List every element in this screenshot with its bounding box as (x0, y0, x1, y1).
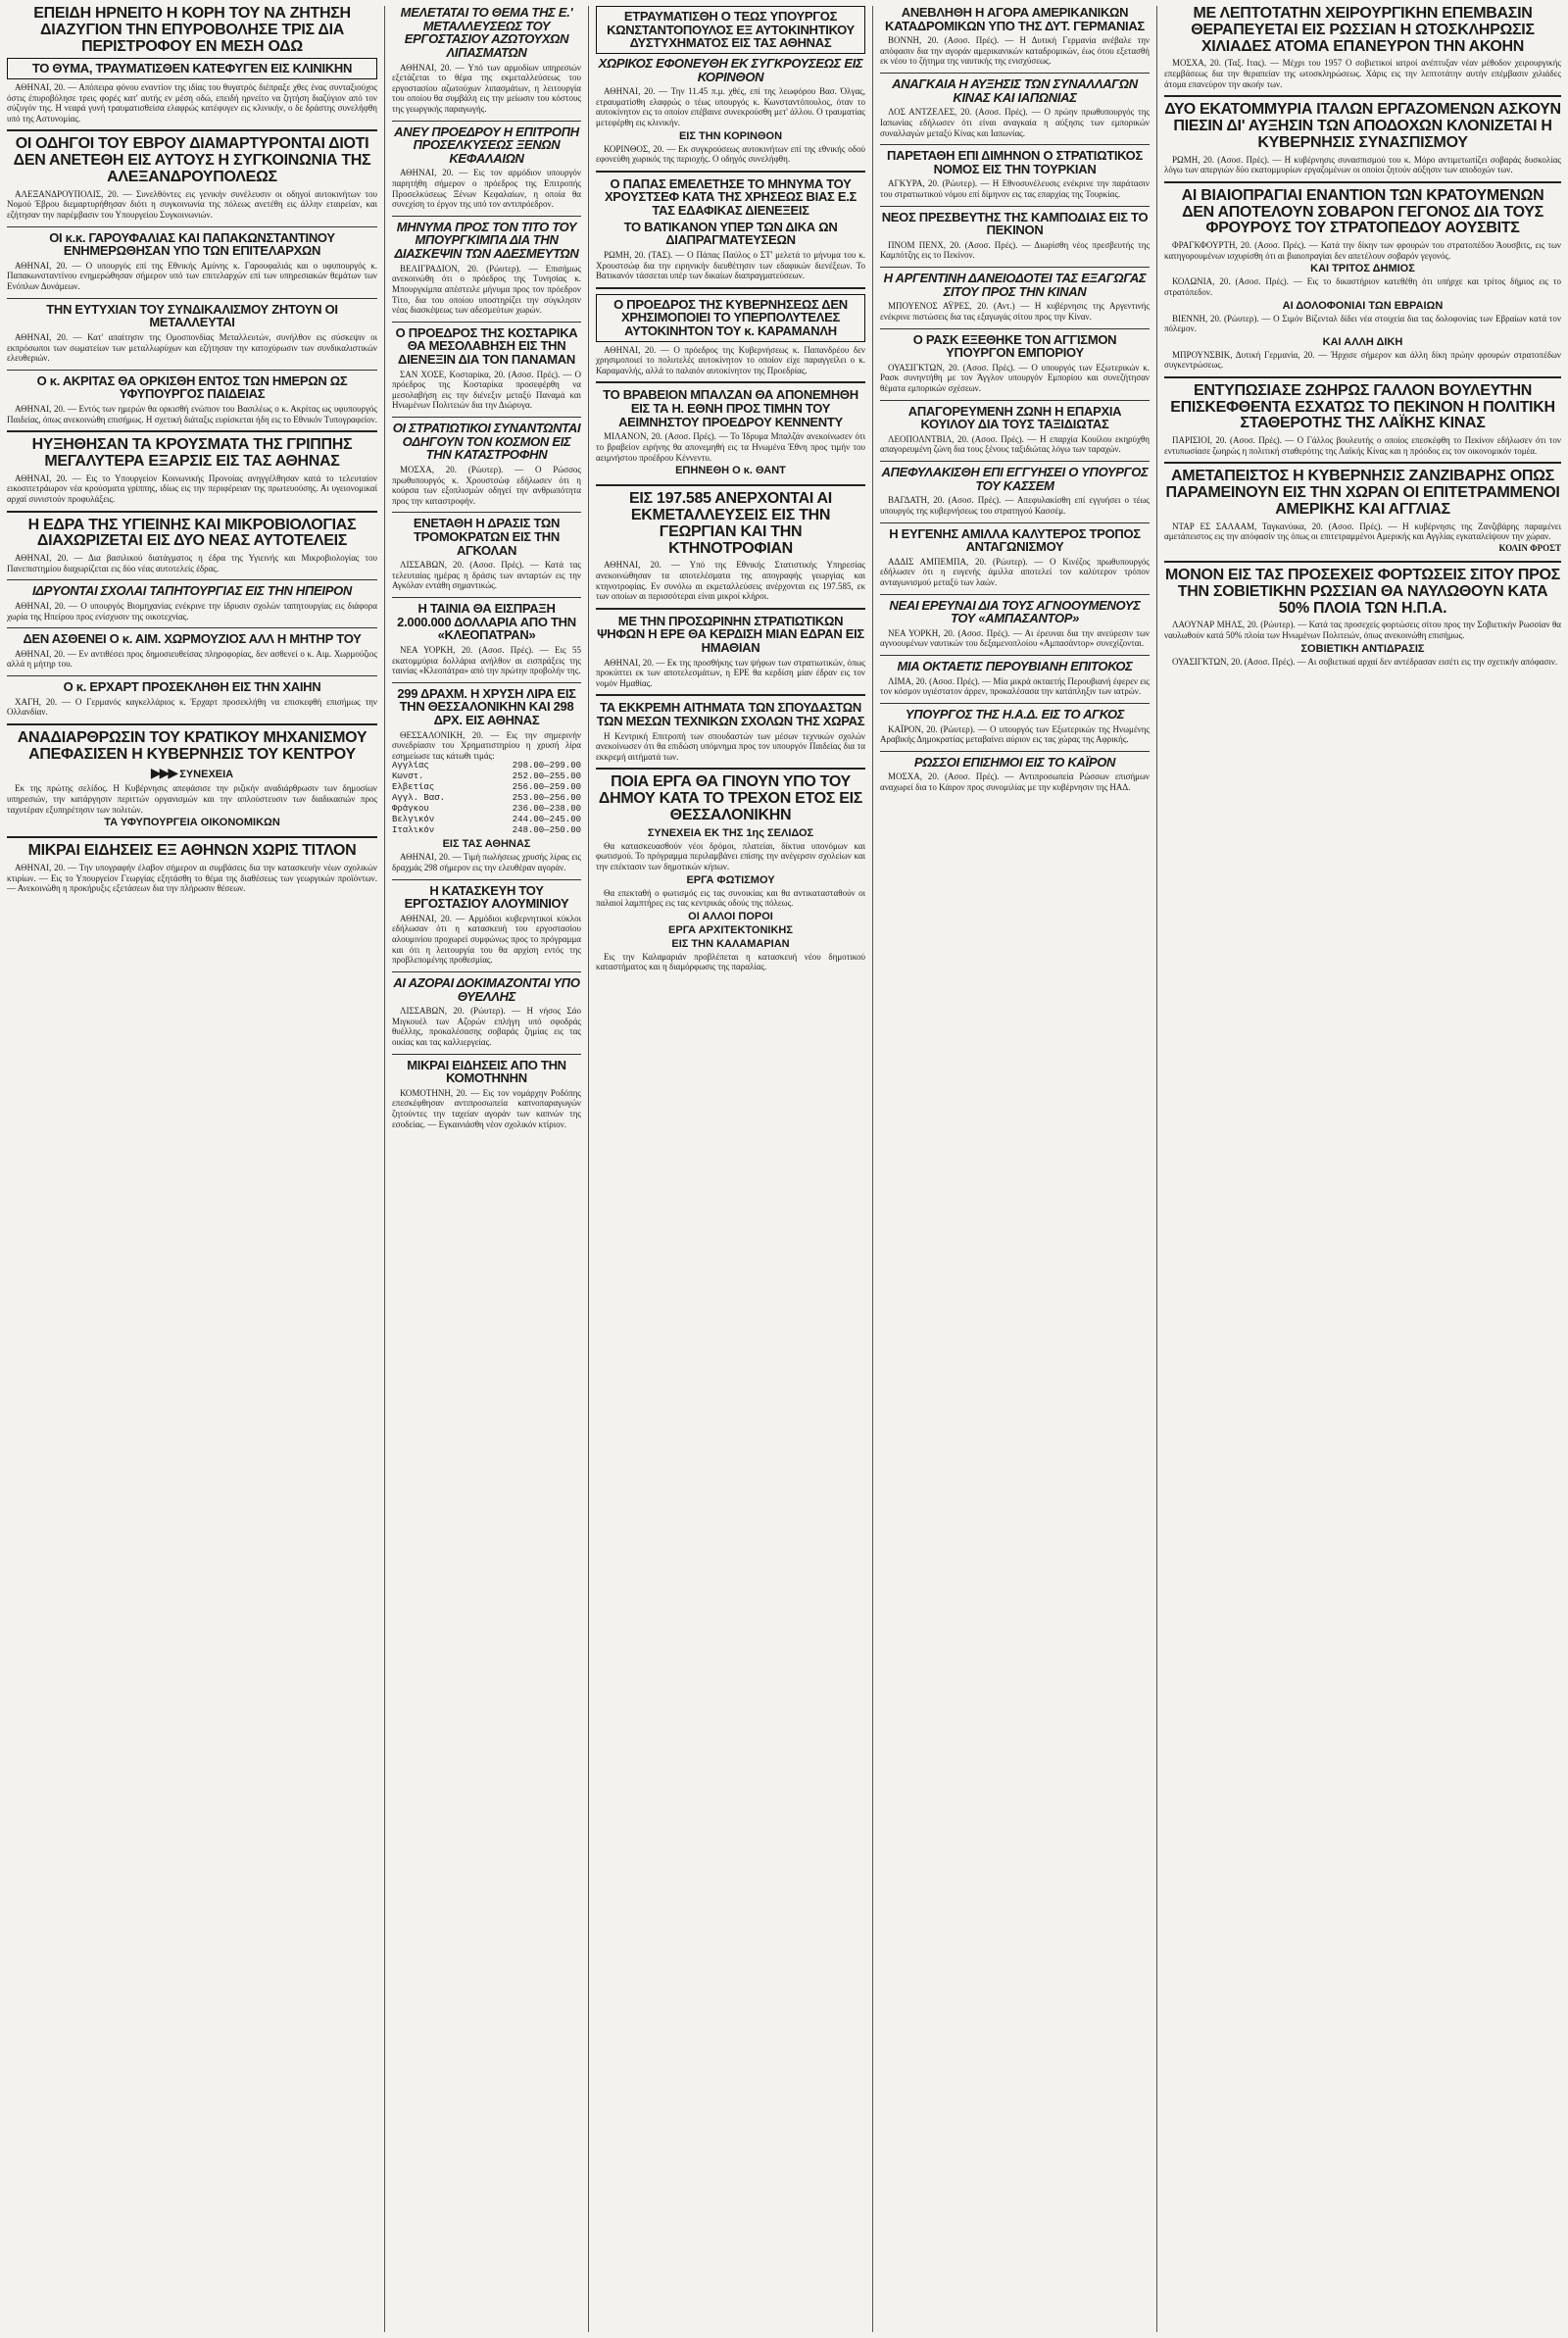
article-aluminium (392, 884, 581, 966)
divider (7, 370, 377, 371)
headline: ΜΙΑ ΟΚΤΑΕΤΙΣ ΠΕΡΟΥΒΙΑΝΗ ΕΠΙΤΟΚΟΣ (897, 660, 1133, 674)
divider (392, 121, 581, 122)
continuation-label (7, 766, 377, 781)
subheading: ΕΙΣ ΤΗΝ ΚΟΡΙΝΘΟΝ (678, 129, 783, 142)
article-ambassador (880, 599, 1150, 649)
article-body: ΠΑΡΙΣΙΟΙ, 20. (Ασοσ. Πρές). — Ο Γάλλος βουλευτής ο οποίος επεσκέφθη το Πεκίνον εδήλωσεν ότι τον εντυπωσίασε ζωηρώς η πολιτική σταθερότης της Λαϊκής Κίνας και η πρόοδος εις τον οικονομικόν τομέα. (1164, 435, 1561, 456)
headline: ΔΥΟ ΕΚΑΤΟΜΜΥΡΙΑ ΙΤΑΛΩΝ ΕΡΓΑΖΟΜΕΝΩΝ ΑΣΚΟΥΝ ΠΙΕΣΙΝ ΔΙ' ΑΥΞΗΣΙΝ ΤΩΝ ΑΠΟΔΟΧΩΝ ΚΛΟΝΙΖΕΤΑΙ Η ΚΥΒΕΡΝΗΣΙΣ ΣΥΝΑΣΠΙΣΜΟΥ (1164, 102, 1561, 151)
divider (7, 627, 377, 628)
price-name: Βελγικόν (392, 815, 435, 825)
author-signature: ΚΟΛΙΝ ΦΡΟΣΤ (1498, 543, 1561, 554)
subheading: ΣΟΒΙΕΤΙΚΗ ΑΝΤΙΔΡΑΣΙΣ (1300, 642, 1425, 655)
divider (1164, 462, 1561, 464)
article-body: ΘΕΣΣΑΛΟΝΙΚΗ, 20. — Εις την σημερινήν συνεδρίασιν του Χρηματιστηρίου η χρυσή λίρα εσημείωσε τας κάτωθι τιμάς: (392, 729, 581, 761)
price-name: Φράγκου (392, 804, 429, 815)
article-chormouzios (7, 632, 377, 670)
article-body: ΣΑΝ ΧΟΣΕ, Κοσταρίκα, 20. (Ασοσ. Πρές). — Ο πρόεδρος της Κοσταρίκα προσεφέρθη να μεσολαβήση εις την διένεξιν μεταξύ Παναμά και Ηνωμένων Πολιτειών δια την Διώρυγα. (392, 369, 581, 411)
divider (7, 430, 377, 432)
article-body: ΑΘΗΝΑΙ, 20. — Κατ' απαίτησιν της Ομοσπονδίας Μεταλλευτών, συνήλθον εις σύσκεψιν οι εκπρόσωποι των σωματείων των μεταλλωρύχων και εζήτησαν την κατοχύρωσιν των συνδικαλιστικών ελευθεριών. (7, 331, 377, 364)
article-body: ΑΘΗΝΑΙ, 20. — Εις το Υπουργείον Κοινωνικής Προνοίας ανηγγέλθησαν κατά το τελευταίον εικοσιτετράωρον νέα κρούσματα γρίππης, ιδίως εις την περιφέρειαν της πρωτευούσης. Αι υγειονομικαί αρχαί συνιστούν προφυλάξεις. (7, 473, 377, 504)
headline: Ο ΠΡΟΕΔΡΟΣ ΤΗΣ ΚΥΒΕΡΝΗΣΕΩΣ ΔΕΝ ΧΡΗΣΙΜΟΠΟΙΕΙ ΤΟ ΥΠΕΡΠΟΛΥΤΕΛΕΣ ΑΥΤΟΚΙΝΗΤΟΝ ΤΟΥ κ. ΚΑΡΑΜΑΝΛΗ (596, 294, 865, 342)
article-uar-minister (880, 708, 1150, 745)
price-value: 252.00—255.00 (512, 771, 581, 782)
subheading: ΤΑ ΥΦΥΠΟΥΡΓΕΙΑ ΟΙΚΟΝΟΜΙΚΩΝ (104, 817, 280, 829)
article-body: ΜΟΣΧΑ, 20. (Ταξ. Ιτας). — Μέχρι του 1957 Ο σοβιετικοί ιατροί ανέπτυξαν νέαν μέθοδον χειρουργικής επεμβάσεως δια την θεραπείαν της ωτοσκληρώσεως. Χάρις εις την λεπτοτάτην αυτήν επέμβασιν χιλιάδες άτομα επανεύρον την ακοήν των. (1164, 58, 1561, 89)
divider (596, 484, 865, 486)
headline: Η ΚΑΤΑΣΚΕΥΗ ΤΟΥ ΕΡΓΟΣΤΑΣΙΟΥ ΑΛΟΥΜΙΝΙΟΥ (404, 883, 569, 912)
price-name: Ελβετίας (392, 782, 435, 793)
article-competition (880, 527, 1150, 588)
article-body: ΒΑΓΔΑΤΗ, 20. (Ασοσ. Πρές). — Απεφυλακίσθη επί εγγυήσει ο τέως υπουργός της κυβερνήσεως του στρατηγού Κασσέμ. (880, 495, 1150, 516)
divider (880, 267, 1150, 268)
headline: Ο ΠΡΟΕΔΡΟΣ ΤΗΣ ΚΟΣΤΑΡΙΚΑ ΘΑ ΜΕΣΟΛΑΒΗΣΗ ΕΙΣ ΤΗΝ ΔΙΕΝΕΞΙΝ ΔΙΑ ΤΟΝ ΠΑΝΑΜΑΝ (395, 325, 578, 367)
headline: ΥΠΟΥΡΓΟΣ ΤΗΣ Η.Α.Δ. ΕΙΣ ΤΟ ΑΓΚΟΣ (905, 707, 1125, 721)
article-body: ΛΙΜΑ, 20. (Ασοσ. Πρές). — Μία μικρά οκταετής Περουβιανή έφερεν εις τον κόσμον υγιέστατον άρρεν, προκαλέσασα την κατάπληξιν των ιατρών. (880, 675, 1150, 697)
price-value: 244.00—245.00 (512, 815, 581, 825)
price-value: 248.00—250.00 (512, 825, 581, 836)
subheadline: ΤΟ ΒΑΤΙΚΑΝΟΝ ΥΠΕΡ ΤΩΝ ΔΙΚΑ ΩΝ ΔΙΑΠΡΑΓΜΑΤΕΥΣΕΩΝ (623, 219, 838, 248)
divider (880, 206, 1150, 207)
article-thessaloniki-works (596, 774, 865, 972)
price-row (392, 825, 581, 836)
headline: ΑΝΑΓΚΑΙΑ Η ΑΥΞΗΣΙΣ ΤΩΝ ΣΥΝΑΛΛΑΓΩΝ ΚΙΝΑΣ ΚΑΙ ΙΑΠΩΝΙΑΣ (892, 77, 1138, 105)
article-angola (392, 517, 581, 591)
subheading: ΕΙΣ ΤΑΣ ΑΘΗΝΑΣ (442, 838, 531, 851)
article-body: ΑΘΗΝΑΙ, 20. — Υπό της Εθνικής Στατιστικής Υπηρεσίας ανεκοινώθησαν τα αποτελέσματα της απογραφής γεωργίας και κτηνοτροφίας. Εν συνόλω αι εκμεταλλεύσεις ανέρχονται εις 197.585, εκ των οποίων αι περισσότεραι είναι μικροί κλήροι. (596, 560, 865, 602)
subheading: ΕΡΓΑ ΦΩΤΙΣΜΟΥ (686, 873, 775, 886)
article-garoufalias (7, 231, 377, 292)
continuation-text: ΣΥΝΕΧΕΙΑ (179, 769, 234, 781)
subheadline: ΧΩΡΙΚΟΣ ΕΦΟΝΕΥΘΗ ΕΚ ΣΥΓΚΡΟΥΣΕΩΣ ΕΙΣ ΚΟΡΙΝΘΟΝ (598, 55, 863, 84)
headline: Ο ΠΑΠΑΣ ΕΜΕΛΕΤΗΣΕ ΤΟ ΜΗΝΥΜΑ ΤΟΥ ΧΡΟΥΣΤΣΕΦ ΚΑΤΑ ΤΗΣ ΧΡΗΣΕΩΣ ΒΙΑΣ Ε.Σ ΤΑΣ ΕΔΑΦΙΚΑΣ ΔΙΕΝΕΞΕΙΣ (604, 176, 858, 219)
divider (880, 73, 1150, 74)
article-body: ΑΘΗΝΑΙ, 20. — Εκ της προσθήκης των ψήφων των στρατιωτικών, όπως προκύπτει εκ των αποτελεσμάτων, η ΕΡΕ θα κερδίση μίαν έδραν εις τον νομόν Ημαθίας. (596, 657, 865, 688)
article-shooting (7, 6, 377, 124)
divider (880, 594, 1150, 595)
article-agriculture (596, 491, 865, 602)
article-otosclerosis (1164, 6, 1561, 89)
headline: ΑΙ ΒΙΑΙΟΠΡΑΓΙΑΙ ΕΝΑΝΤΙΟΝ ΤΩΝ ΚΡΑΤΟΥΜΕΝΩΝ ΔΕΝ ΑΠΟΤΕΛΟΥΝ ΣΟΒΑΡΟΝ ΓΕΓΟΝΟΣ ΔΙΑ ΤΟΥΣ ΦΡΟΥΡΟΥΣ ΤΟΥ ΣΤΡΑΤΟΠΕΔΟΥ ΑΟΥΣΒΙΤΣ (1181, 187, 1544, 237)
article-body: ΑΛΕΞΑΝΔΡΟΥΠΟΛΙΣ, 20. — Συνελθόντες εις γενικήν συνέλευσιν οι οδηγοί αυτοκινήτων του Νομού Έβρου διεμαρτυρήθησαν διότι η συγκοινωνία της πόλεως ανετέθη εις άλλην εταιρείαν, και εζήτησαν την παρέμβασιν του Υπουργείου Συγκοινωνιών. (7, 188, 377, 220)
article-body: Εκ της πρώτης σελίδος. Η Κυβέρνησις απεφάσισε την ριζικήν αναδιάρθρωσιν των δημοσίων υπηρεσιών, την κατάργησιν περιττών οργανισμών και την απλούστευσιν των διαδικασιών προς ταχυτέραν εξυπηρέτησιν των πολιτών. (7, 783, 377, 815)
headline: Ο ΡΑΣΚ ΕΞΕΘΗΚΕ ΤΟΝ ΑΓΓΙΣΜΟΝ ΥΠΟΥΡΓΟΝ ΕΜΠΟΡΙΟΥ (912, 332, 1117, 361)
headline: ΟΙ κ.κ. ΓΑΡΟΥΦΑΛΙΑΣ ΚΑΙ ΠΑΠΑΚΩΝΣΤΑΝΤΙΝΟΥ ΕΝΗΜΕΡΩΘΗΣΑΝ ΥΠΟ ΤΩΝ ΕΠΙΤΕΛΑΡΧΩΝ (49, 230, 335, 259)
article-cleopatra (392, 602, 581, 676)
headline: Η ΕΔΡΑ ΤΗΣ ΥΓΙΕΙΝΗΣ ΚΑΙ ΜΙΚΡΟΒΙΟΛΟΓΙΑΣ ΔΙΑΧΩΡΙΖΕΤΑΙ ΕΙΣ ΔΥΟ ΝΕΑΣ ΑΥΤΟΤΕΛΕΙΣ (27, 517, 357, 550)
article-body: Η Κεντρική Επιτροπή των σπουδαστών των μέσων τεχνικών σχολών ανεκοίνωσεν ότι θα επιδώση υπόμνημα προς τον υπουργόν Παιδείας δια τα εκκρεμή αιτήματά των. (596, 730, 865, 762)
article-state-reform (7, 730, 377, 830)
headline: ΑΠΑΓΟΡΕΥΜΕΝΗ ΖΩΝΗ Η ΕΠΑΡΧΙΑ ΚΟΥΙΛΟΥ ΔΙΑ ΤΟΥΣ ΤΑΞΙΔΙΩΤΑΣ (907, 404, 1122, 432)
headline: ΡΩΣΣΟΙ ΕΠΙΣΗΜΟΙ ΕΙΣ ΤΟ ΚΑΪΡΟΝ (913, 755, 1116, 770)
price-value: 256.00—259.00 (512, 782, 581, 793)
headline: Ο κ. ΕΡΧΑΡΤ ΠΡΟΣΕΚΛΗΘΗ ΕΙΣ ΤΗΝ ΧΑΙΗΝ (63, 679, 321, 694)
headline: Η ΤΑΙΝΙΑ ΘΑ ΕΙΣΠΡΑΞΗ 2.000.000 ΔΟΛΛΑΡΙΑ ΑΠΟ ΤΗΝ «ΚΛΕΟΠΑΤΡΑΝ» (397, 602, 576, 643)
column-3 (589, 0, 872, 2338)
headline: Ο κ. ΑΚΡΙΤΑΣ ΘΑ ΟΡΚΙΣΘΗ ΕΝΤΟΣ ΤΩΝ ΗΜΕΡΩΝ ΩΣ ΥΦΥΠΟΥΡΓΟΣ ΠΑΙΔΕΙΑΣ (36, 373, 348, 402)
headline: ΕΝΕΤΑΘΗ Η ΔΡΑΣΙΣ ΤΩΝ ΤΡΟΜΟΚΡΑΤΩΝ ΕΙΣ ΤΗΝ ΑΓΚΟΛΑΝ (413, 517, 561, 558)
article-kwilu (880, 405, 1150, 455)
price-row (392, 804, 581, 815)
article-body: ΡΩΜΗ, 20. (Ασοσ. Πρές). — Η κυβέρνησις συνασπισμού του κ. Μόρο αντιμετωπίζει σοβαράς δυσκολίας λόγω των απεργιών δύο εκατομμυρίων εργαζομένων οι οποίοι ζητούν αύξησιν των αποδοχών των. (1164, 154, 1561, 175)
article-body: ΑΘΗΝΑΙ, 20. — Αρμόδιοι κυβερνητικοί κύκλοι εδήλωσαν ότι η κατασκευή του εργοστασίου αλουμινίου προχωρεί συμφώνως προς το πρόγραμμα και ότι η λειτουργία του θα αρχίση εντός της προβλεπομένης προθεσμίας. (392, 913, 581, 966)
article-body: ΑΘΗΝΑΙ, 20. — Υπό των αρμοδίων υπηρεσιών εξετάζεται το θέμα της εκμεταλλεύσεως του εργοστασίου αζωτούχων λιπασμάτων, η λειτουργία του οποίου θα συμβάλη εις την μείωσιν του κόστους της γεωργικής παραγωγής. (392, 62, 581, 114)
divider (7, 836, 377, 838)
divider (1164, 376, 1561, 378)
article-body: ΑΘΗΝΑΙ, 20. — Εις τον αρμόδιον υπουργόν παρητήθη σήμερον ο πρόεδρος της Επιτροπής Προσελκύσεως Ξένων Κεφαλαίων, η οποία θα συνεχίση το έργον της υπό τον αντιπρόεδρον. (392, 168, 581, 210)
headline: ΕΠΕΙΔΗ ΗΡΝΕΙΤΟ Η ΚΟΡΗ ΤΟΥ ΝΑ ΖΗΤΗΣΗ ΔΙΑΖΥΓΙΟΝ ΤΗΝ ΕΠΥΡΟΒΟΛΗΣΕ ΤΡΙΣ ΔΙΑ ΠΕΡΙΣΤΡΟΦΟΥ ΕΝ ΜΕΣΗ ΟΔΩ (33, 6, 351, 55)
price-name: Αγγλ. Βασ. (392, 793, 446, 804)
article-body: ΟΥΑΣΙΓΚΤΩΝ, 20. (Ασοσ. Πρές). — Ο υπουργός των Εξωτερικών κ. Ρασκ συνηντήθη με τον Άγγλον υπουργόν Εμπορίου και συνεζήτησαν θέματα εμπορικών σχέσεων. (880, 362, 1150, 393)
article-body: ΝΤΑΡ ΕΣ ΣΑΛΑΑΜ, Ταγκανύικα, 20. (Ασοσ. Πρές). — Η κυβέρνησις της Ζανζιβάρης παραμένει αμετάπειστος εις την απόφασίν της όπως οι επιτετραμμένοι Αμερικής και Αγγλίας εγκαταλείψουν την χώραν. (1164, 521, 1561, 542)
headline: ΜΗΝΥΜΑ ΠΡΟΣ ΤΟΝ ΤΙΤΟ ΤΟΥ ΜΠΟΥΡΓΚΙΜΠΑ ΔΙΑ ΤΗΝ ΔΙΑΣΚΕΨΙΝ ΤΩΝ ΑΔΕΣΜΕΥΤΩΝ (394, 220, 579, 262)
article-body: ΑΓΚΥΡΑ, 20. (Ρώυτερ). — Η Εθνοσυνέλευσις ενέκρινε την παράτασιν του στρατιωτικού νόμου επί δίμηνον εις τας επαρχίας της Τουρκίας. (880, 178, 1150, 199)
article-rusk (880, 333, 1150, 394)
headline: ΔΕΝ ΑΣΘΕΝΕΙ Ο κ. ΑΙΜ. ΧΩΡΜΟΥΖΙΟΣ ΑΛΛ Η ΜΗΤΗΡ ΤΟΥ (23, 632, 362, 647)
article-miners (7, 303, 377, 364)
divider (1164, 95, 1561, 97)
price-name: Ιταλικόν (392, 825, 435, 836)
article-body: ΒΕΛΙΓΡΑΔΙΟΝ, 20. (Ρώυτερ). — Επισήμως ανεκοινώθη ότι ο πρόεδρος της Τυνησίας κ. Μπουργκίμπα απέστειλε μήνυμα προς τον πρόεδρον Τίτο, δια του οποίου υποστηρίζει την σύγκλησιν νέας διασκέψεως των αδεσμεύτων χωρών. (392, 263, 581, 316)
article-azores (392, 976, 581, 1048)
article-body: ΜΟΣΧΑ, 20. (Ασοσ. Πρές). — Αντιπροσωπεία Ρώσσων επισήμων αναχωρεί δια το Κάιρον προς συνομιλίας με την κυβέρνησιν της ΗΑΔ. (880, 771, 1150, 792)
article-hygiene-chair (7, 518, 377, 574)
column-1 (0, 0, 384, 2338)
article-evros-drivers (7, 136, 377, 220)
price-row (392, 771, 581, 782)
divider (880, 144, 1150, 145)
headline: ΑΙ ΑΖΟΡΑΙ ΔΟΚΙΜΑΖΟΝΤΑΙ ΥΠΟ ΘΥΕΛΛΗΣ (393, 975, 580, 1004)
column-5 (1157, 0, 1568, 2338)
article-body: ΑΘΗΝΑΙ, 20. — Δια βασιλικού διατάγματος η έδρα της Υγιεινής και Μικροβιολογίας του Πανεπιστημίου διαχωρίζεται εις δύο νέας αυτοτελείς έδρας. (7, 553, 377, 573)
headline: ΜΕΛΕΤΑΤΑΙ ΤΟ ΘΕΜΑ ΤΗΣ Ε.' ΜΕΤΑΛΛΕΥΣΕΩΣ ΤΟΥ ΕΡΓΟΣΤΑΣΙΟΥ ΑΖΩΤΟΥΧΩΝ ΛΙΠΑΣΜΑΤΩΝ (400, 6, 573, 60)
divider (880, 703, 1150, 704)
article-body: ΜΟΣΧΑ, 20. (Ρώυτερ). — Ο Ρώσσος πρωθυπουργός κ. Χρουστσώφ εδήλωσεν ότι η κούρσα των εξοπλισμών οδηγεί την ανθρωπότητα προς την καταστροφήν. (392, 464, 581, 506)
article-kassem (880, 466, 1150, 516)
divider (392, 216, 581, 217)
article-italian-workers (1164, 102, 1561, 175)
price-list (392, 761, 581, 836)
headline: ΜΟΝΟΝ ΕΙΣ ΤΑΣ ΠΡΟΣΕΧΕΙΣ ΦΟΡΤΩΣΕΙΣ ΣΙΤΟΥ ΠΡΟΣ ΤΗΝ ΣΟΒΙΕΤΙΚΗΝ ΡΩΣΣΙΑΝ ΘΑ ΝΑΥΛΩΘΟΥΝ ΚΑΤΑ 50% ΠΛΟΙΑ ΤΩΝ Η.Π.Α. (1165, 568, 1560, 617)
article-erhard (7, 680, 377, 718)
article-china-japan (880, 77, 1150, 138)
article-argentina (880, 272, 1150, 322)
price-value: 236.00—238.00 (512, 804, 581, 815)
divider (7, 226, 377, 227)
price-value: 298.00—299.00 (512, 761, 581, 771)
column-2 (385, 0, 588, 2338)
headline: Η ΕΥΓΕΝΗΣ ΑΜΙΛΛΑ ΚΑΛΥΤΕΡΟΣ ΤΡΟΠΟΣ ΑΝΤΑΓΩΝΙΣΜΟΥ (889, 526, 1141, 555)
headline: ΟΙ ΟΔΗΓΟΙ ΤΟΥ ΕΒΡΟΥ ΔΙΑΜΑΡΤΥΡΟΝΤΑΙ ΔΙΟΤΙ ΔΕΝ ΑΝΕΤΕΘΗ ΕΙΣ ΑΥΤΟΥΣ Η ΣΥΓΚΟΙΝΩΝΙΑ ΤΗΣ ΑΛΕΞΑΝΔΡΟΥΠΟΛΕΩΣ (13, 136, 371, 185)
column-4 (873, 0, 1156, 2338)
article-fertilizer (392, 6, 581, 115)
divider (880, 400, 1150, 401)
article-russians-cairo (880, 756, 1150, 793)
divider (880, 655, 1150, 656)
headline: ΤΗΝ ΕΥΤΥΧΙΑΝ ΤΟΥ ΣΥΝΔΙΚΑΛΙΣΜΟΥ ΖΗΤΟΥΝ ΟΙ ΜΕΤΑΛΛΕΥΤΑΙ (46, 302, 338, 330)
divider (596, 171, 865, 173)
divider (880, 522, 1150, 523)
article-west-germany (880, 6, 1150, 67)
headline: ΝΕΑΙ ΕΡΕΥΝΑΙ ΔΙΑ ΤΟΥΣ ΑΓΝΟΟΥΜΕΝΟΥΣ ΤΟΥ «ΑΜΠΑΣΑΝΤΟΡ» (889, 598, 1141, 626)
headline: ΑΝΕΥ ΠΡΟΕΔΡΟΥ Η ΕΠΙΤΡΟΠΗ ΠΡΟΣΕΛΚΥΣΕΩΣ ΞΕΝΩΝ ΚΕΦΑΛΑΙΩΝ (394, 124, 579, 166)
article-french-deputy (1164, 383, 1561, 457)
article-military-votes (596, 615, 865, 689)
article-body: ΛΟΣ ΑΝΤΖΕΛΕΣ, 20. (Ασοσ. Πρές). — Ο πρώην πρωθυπουργός της Ιαπωνίας εδήλωσεν ότι είναι αναγκαία η αύξησις των εμπορικών συναλλαγών μεταξύ Κίνας και Ιαπωνίας. (880, 107, 1150, 138)
divider (596, 768, 865, 770)
article-body: ΧΑΓΗ, 20. — Ο Γερμανός καγκελλάριος κ. Έρχαρτ προσεκλήθη να επισκεφθή επισήμως την Ολλανδίαν. (7, 696, 377, 718)
headline: ΝΕΟΣ ΠΡΕΣΒΕΥΤΗΣ ΤΗΣ ΚΑΜΠΟΔΙΑΣ ΕΙΣ ΤΟ ΠΕΚΙΝΟΝ (881, 210, 1149, 238)
article-body: ΑΘΗΝΑΙ, 20. — Ο υπουργός Βιομηχανίας ενέκρινε την ίδρυσιν σχολών ταπητουργίας εις διάφορα χωρία της Ηπείρου προς ενίσχυσιν της οικοτεχνίας. (7, 600, 377, 622)
arrow-icon: ▶▶▶ (150, 766, 177, 782)
article-auschwitz (1164, 188, 1561, 371)
article-body: ΚΟΡΙΝΘΟΣ, 20. — Εκ συγκρούσεως αυτοκινήτων επί της εθνικής οδού εφονεύθη χωρικός της περιοχής. Ο οδηγός συνελήφθη. (596, 143, 865, 165)
article-carpet-schools (7, 584, 377, 622)
divider (7, 675, 377, 676)
article-body: ΑΘΗΝΑΙ, 20. — Ο πρόεδρος της Κυβερνήσεως κ. Παπανδρέου δεν χρησιμοποιεί το πολυτελές αυτοκίνητον το οποίον είχε παραγγείλει ο κ. Καραμανλής, αλλά το παλαιόν αυτοκίνητον της Προεδρίας. (596, 344, 865, 375)
price-row (392, 815, 581, 825)
article-body: ΦΡΑΓΚΦΟΥΡΤΗ, 20. (Ασοσ. Πρές). — Κατά την δίκην των φρουρών του στρατοπέδου Άουσβιτς, εις των κατηγορουμένων ισχυρίσθη ότι αι βιαιοπραγίαι δεν απετέλουν σοβαρόν γεγονός. (1164, 240, 1561, 261)
article-body: ΒΙΕΝΝΗ, 20. (Ρώυτερ). — Ο Σιμόν Βίζενταλ δίδει νέα στοιχεία δια τας δολοφονίας των Εβραίων κατά τον πόλεμον. (1164, 313, 1561, 334)
divider (392, 682, 581, 683)
article-athens-news (7, 843, 377, 894)
article-body: ΡΩΜΗ, 20. (ΤΑΣ). — Ο Πάπας Παύλος ο ΣΤ' μελετά το μήνυμα του κ. Χρουστσώφ δια την ειρηνικήν διευθέτησιν των εδαφικών διενέξεων. Το Βατικανόν τάσσεται υπέρ των δικαίων διαπραγματεύσεων. (596, 249, 865, 281)
price-row (392, 761, 581, 771)
headline: ΠΑΡΕΤΑΘΗ ΕΠΙ ΔΙΜΗΝΟΝ Ο ΣΤΡΑΤΙΩΤΙΚΟΣ ΝΟΜΟΣ ΕΙΣ ΤΗΝ ΤΟΥΡΚΙΑΝ (887, 149, 1143, 176)
article-wheat-shipments (1164, 568, 1561, 667)
headline: ΙΔΡΥΟΝΤΑΙ ΣΧΟΛΑΙ ΤΑΠΗΤΟΥΡΓΙΑΣ ΕΙΣ ΤΗΝ ΗΠΕΙΡΟΝ (31, 584, 353, 599)
subheading: ΟΙ ΑΛΛΟΙ ΠΟΡΟΙ (688, 910, 773, 922)
price-name: Κωνστ. (392, 771, 424, 782)
article-body: ΝΕΑ ΥΟΡΚΗ, 20. (Ασοσ. Πρές). — Εις 55 εκατομμύρια δολλάρια ανήλθον αι εισπράξεις της ταινίας «Κλεοπάτρα» από την πρώτην προβολήν της. (392, 644, 581, 676)
article-costa-rica (392, 326, 581, 411)
headline: ΜΙΚΡΑΙ ΕΙΔΗΣΕΙΣ ΑΠΟ ΤΗΝ ΚΟΜΟΤΗΝΗΝ (407, 1058, 566, 1086)
subheading: ΚΑΙ ΤΡΙΤΟΣ ΔΗΜΙΟΣ (1310, 263, 1415, 275)
divider (7, 298, 377, 299)
price-row (392, 793, 581, 804)
divider (7, 723, 377, 725)
article-body: ΛΙΣΣΑΒΩΝ, 20. (Ρώυτερ). — Η νήσος Σάο Μιγκουέλ των Αζορών επλήγη υπό σφοδράς θυέλλης, προκαλέσασης σοβαράς ζημίας εις τας οικίας και τας καλλιεργείας. (392, 1006, 581, 1047)
article-body: ΑΘΗΝΑΙ, 20. — Εντός των ημερών θα ορκισθή ενώπιον του Βασιλέως ο κ. Ακρίτας ως υφυπουργός Παιδείας, όπως ανεκοινώθη επισήμως. Η σχετική διάταξις ευρίσκεται ήδη εις το Εθνικόν Τυπογραφείον. (7, 403, 377, 424)
article-body: ΑΔΔΙΣ ΑΜΠΕΜΠΑ, 20. (Ρώυτερ). — Ο Κινέζος πρωθυπουργός εδήλωσεν ότι η ευγενής άμιλλα αποτελεί τον καλύτερον τρόπον ανταγωνισμού μεταξύ των λαών. (880, 556, 1150, 587)
article-body: ΛΙΣΣΑΒΩΝ, 20. (Ασοσ. Πρές). — Κατά τας τελευταίας ημέρας η δράσις των ανταρτών εις την Αγκόλαν εντάθη σημαντικώς. (392, 560, 581, 591)
article-body: ΝΕΑ ΥΟΡΚΗ, 20. (Ασοσ. Πρές). — Αι έρευναι δια την ανεύρεσιν των αγνοουμένων ναυτικών του δεξαμενοπλοίου «Αμπασάντορ» συνεχίζονται. (880, 627, 1150, 649)
divider (7, 579, 377, 580)
article-body: Εις την Καλαμαριάν προβλέπεται η κατασκευή νέου δημοτικού καταστήματος και η διαμόρφωσις της παραλίας. (596, 951, 865, 972)
divider (392, 597, 581, 598)
article-body: ΜΙΛΑΝΟΝ, 20. (Ασοσ. Πρές). — Το Ίδρυμα Μπαλζάν ανεκοίνωσεν ότι το βραβείον ειρήνης θα απονεμηθή εις τα Ηνωμένα Έθνη προς τιμήν του αειμνήστου προέδρου Κέννεντυ. (596, 431, 865, 463)
article-body: ΟΥΑΣΙΓΚΤΩΝ, 20. (Ασοσ. Πρές). — Αι σοβιετικαί αρχαί δεν αντέδρασαν εισέτι εις την σχετικήν απόφασιν. (1172, 656, 1558, 667)
divider (392, 879, 581, 880)
headline: ΠΟΙΑ ΕΡΓΑ ΘΑ ΓΙΝΟΥΝ ΥΠΟ ΤΟΥ ΔΗΜΟΥ ΚΑΤΑ ΤΟ ΤΡΕΧΟΝ ΕΤΟΣ ΕΙΣ ΘΕΣΣΑΛΟΝΙΚΗΝ (598, 774, 863, 824)
article-peru (880, 660, 1150, 697)
headline: ΕΙΣ 197.585 ΑΝΕΡΧΟΝΤΑΙ ΑΙ ΕΚΜΕΤΑΛΛΕΥΣΕΙΣ ΕΙΣ ΤΗΝ ΓΕΩΡΓΙΑΝ ΚΑΙ ΤΗΝ ΚΤΗΝΟΤΡΟΦΙΑΝ (629, 491, 832, 557)
divider (1164, 561, 1561, 563)
article-body: Θα κατασκευασθούν νέοι δρόμοι, πλατείαι, δίκτυα υπονόμων και φωτισμού. Το πρόγραμμα περιλαμβάνει επίσης την ανέγερσιν σχολείων και την επέκτασιν των δημοτικών κήπων. (596, 840, 865, 872)
headline: ΟΙ ΣΤΡΑΤΙΩΤΙΚΟΙ ΣΥΝΑΝΤΩΝΤΑΙ ΟΔΗΓΟΥΝ ΤΟΝ ΚΟΣΜΟΝ ΕΙΣ ΤΗΝ ΚΑΤΑΣΤΡΟΦΗΝ (392, 422, 581, 463)
article-body: ΛΕΟΠΟΛΝΤΒΙΛ, 20. (Ασοσ. Πρές). — Η επαρχία Κουίλου εκηρύχθη απαγορευμένη ζώνη δια τους ξένους ταξιδιώτας λόγω των ταραχών. (880, 433, 1150, 455)
divider (392, 322, 581, 323)
article-body: ΑΘΗΝΑΙ, 20. — Ο υπουργός επί της Εθνικής Αμύνης κ. Γαρουφαλιάς και ο υφυπουργός κ. Παπακωνσταντίνου ενημερώθησαν σήμερον υπό των επιτελαρχών επί των υπηρεσιακών θεμάτων των Ενόπλων Δυνάμεων. (7, 260, 377, 292)
divider (880, 751, 1150, 752)
divider (596, 287, 865, 289)
divider (596, 381, 865, 383)
subheading: ΚΑΙ ΑΛΛΗ ΔΙΚΗ (1322, 335, 1403, 348)
price-name: Αγγλίας (392, 761, 429, 771)
article-zanzibar (1164, 469, 1561, 555)
continuation-label: ΣΥΝΕΧΕΙΑ ΕΚ ΤΗΣ 1ης ΣΕΛΙΔΟΣ (647, 826, 814, 839)
divider (1164, 181, 1561, 183)
headline: ΤΑ ΕΚΚΡΕΜΗ ΑΙΤΗΜΑΤΑ ΤΩΝ ΣΠΟΥΔΑΣΤΩΝ ΤΩΝ ΜΕΣΩΝ ΤΕΧΝΙΚΩΝ ΣΧΟΛΩΝ ΤΗΣ ΧΩΡΑΣ (596, 701, 865, 729)
article-body: ΠΝΟΜ ΠΕΝΧ, 20. (Ασοσ. Πρές). — Διωρίσθη νέος πρεσβευτής της Καμπότζης εις το Πεκίνον. (880, 239, 1150, 261)
headline: ΑΝΑΔΙΑΡΘΡΩΣΙΝ ΤΟΥ ΚΡΑΤΙΚΟΥ ΜΗΧΑΝΙΣΜΟΥ ΑΠΕΦΑΣΙΣΕΝ Η ΚΥΒΕΡΝΗΣΙΣ ΤΟΥ ΚΕΝΤΡΟΥ (17, 729, 368, 763)
headline: 299 ΔΡΑΧΜ. Η ΧΡΥΣΗ ΛΙΡΑ ΕΙΣ ΤΗΝ ΘΕΣΣΑΛΟΝΙΚΗΝ ΚΑΙ 298 ΔΡΧ. ΕΙΣ ΑΘΗΝΑΣ (397, 686, 576, 727)
headline: ΗΥΞΗΘΗΣΑΝ ΤΑ ΚΡΟΥΣΜΑΤΑ ΤΗΣ ΓΡΙΠΠΗΣ ΜΕΓΑΛΥΤΕΡΑ ΕΞΑΡΣΙΣ ΕΙΣ ΤΑΣ ΑΘΗΝΑΣ (31, 437, 353, 470)
divider (392, 512, 581, 513)
article-body: ΑΘΗΝΑΙ, 20. — Απόπειρα φόνου εναντίον της ιδίας του θυγατρός διέπραξε χθες ένας συνταξιούχος όστις έπυροβόλησε τρεις φορές κατ' αυτής εν μέση οδώ, επειδή ηρνείτο να ζητήση διαζύγιον από τον σύζυγόν της. Η νεαρά γυνή τραυματισθείσα ελαφρώς κατέφυγεν εις κλινικήν, ο δε δράστης συνελήφθη υπό της Αστυνομίας. (7, 82, 377, 124)
article-body: ΜΠΟΥΕΝΟΣ ΑΫΡΕΣ, 20. (Αντ.) — Η κυβέρνησις της Αργεντινής ενέκρινε πιστώσεις δια τας εξαγωγάς σίτου προς την Κίναν. (880, 301, 1150, 322)
article-body: ΚΑΪΡΟΝ, 20. (Ρώυτερ). — Ο υπουργός των Εξωτερικών της Ηνωμένης Αραβικής Δημοκρατίας μεταβαίνει αύριον εις τας χώρας της Αφρικής. (880, 723, 1150, 745)
article-body: ΑΘΗΝΑΙ, 20. — Εν αντιθέσει προς δημοσιευθείσας πληροφορίας, δεν ασθενεί ο κ. Αιμ. Χωρμούζιος αλλά η μήτηρ του. (7, 648, 377, 670)
headline: ΕΝΤΥΠΩΣΙΑΣΕ ΖΩΗΡΩΣ ΓΑΛΛΟΝ ΒΟΥΛΕΥΤΗΝ ΕΠΙΣΚΕΦΘΕΝΤΑ ΕΣΧΑΤΩΣ ΤΟ ΠΕΚΙΝΟΝ Η ΠΟΛΙΤΙΚΗ ΣΤΑΘΕΡΟΤΗΣ ΤΗΣ ΛΑΪΚΗΣ ΚΙΝΑΣ (1170, 382, 1555, 432)
article-body: ΑΘΗΝΑΙ, 20. — Τιμή πωλήσεως χρυσής λίρας εις δραχμάς 298 σήμερον εις την ελευθέραν αγοράν. (392, 852, 581, 873)
article-cambodia (880, 211, 1150, 261)
subheading: ΕΡΓΑ ΑΡΧΙΤΕΚΤΟΝΙΚΗΣ (668, 923, 793, 936)
headline: ΑΝΕΒΛΗΘΗ Η ΑΓΟΡΑ ΑΜΕΡΙΚΑΝΙΚΩΝ ΚΑΤΑΔΡΟΜΙΚΩΝ ΥΠΟ ΤΗΣ ΔΥΤ. ΓΕΡΜΑΝΙΑΣ (885, 6, 1145, 33)
divider (880, 461, 1150, 462)
headline: ΜΙΚΡΑΙ ΕΙΔΗΣΕΙΣ ΕΞ ΑΘΗΝΩΝ ΧΩΡΙΣ ΤΙΤΛΟΝ (27, 843, 357, 860)
article-bourguiba (392, 221, 581, 316)
article-foreign-capital (392, 125, 581, 210)
article-body: ΒΟΝΝΗ, 20. (Ασοσ. Πρές). — Η Δυτική Γερμανία ανέβαλε την απόφασιν δια την αγοράν αμερικανικών καταδρομικών, έως ότου εξετασθή εκ νέου το ζήτημα της ναυτικής της ενισχύσεως. (880, 35, 1150, 67)
article-pm-car (596, 294, 865, 376)
subheading: ΕΠΗΝΕΘΗ Ο κ. ΘΑΝΤ (675, 465, 786, 477)
article-akritas (7, 374, 377, 424)
headline: ΑΜΕΤΑΠΕΙΣΤΟΣ Η ΚΥΒΕΡΝΗΣΙΣ ΖΑΝΖΙΒΑΡΗΣ ΟΠΩΣ ΠΑΡΑΜΕΙΝΟΥΝ ΕΙΣ ΤΗΝ ΧΩΡΑΝ ΟΙ ΕΠΙΤΕΤΡΑΜΜΕΝΟΙ ΑΜΕΡΙΚΗΣ ΚΑΙ ΑΓΓΛΙΑΣ (1165, 469, 1560, 519)
price-row (392, 782, 581, 793)
headline: Η ΑΡΓΕΝΤΙΝΗ ΔΑΝΕΙΟΔΟΤΕΙ ΤΑΣ ΕΞΑΓΩΓΑΣ ΣΙΤΟΥ ΠΡΟΣ ΤΗΝ ΚΙΝΑΝ (883, 272, 1147, 299)
article-pope (596, 177, 865, 281)
article-komotini (392, 1059, 581, 1130)
divider (392, 417, 581, 418)
subheading: ΕΙΣ ΤΗΝ ΚΑΛΑΜΑΡΙΑΝ (671, 937, 790, 950)
divider (596, 694, 865, 696)
article-gold-sovereign (392, 687, 581, 873)
headline: ΜΕ ΤΗΝ ΠΡΟΣΩΡΙΝΗΝ ΣΤΡΑΤΙΩΤΙΚΩΝ ΨΗΦΩΝ Η ΕΡΕ ΘΑ ΚΕΡΔΙΣΗ ΜΙΑΝ ΕΔΡΑΝ ΕΙΣ ΗΜΑΘΙΑΝ (597, 614, 864, 655)
subheading: ΑΙ ΔΟΛΟΦΟΝΙΑΙ ΤΩΝ ΕΒΡΑΙΩΝ (1282, 299, 1444, 312)
article-balzan-prize (596, 388, 865, 478)
article-body: ΜΠΡΟΥΝΣΒΙΚ, Δυτική Γερμανία, 20. — Ήρχισε σήμερον και άλλη δίκη πρώην φρουρών στρατοπέδων συγκεντρώσεως. (1164, 349, 1561, 371)
subheadline: ΤΟ ΘΥΜΑ, ΤΡΑΥΜΑΤΙΣΘΕΝ ΚΑΤΕΦΥΓΕΝ ΕΙΣ ΚΛΙΝΙΚΗΝ (7, 58, 377, 79)
article-konstantopoulos (596, 6, 865, 165)
article-body: ΚΟΜΟΤΗΝΗ, 20. — Εις τον νομάρχην Ροδόπης επεσκέφθησαν αντιπροσωπεία καπνοπαραγωγών ζητούντες την ταχείαν αγοράν των καπνών της εσοδείας. — Εγκαινιάσθη νέον σχολικόν κτίριον. (392, 1087, 581, 1129)
headline: ΑΠΕΦΥΛΑΚΙΣΘΗ ΕΠΙ ΕΓΓΥΗΣΕΙ Ο ΥΠΟΥΡΓΟΣ ΤΟΥ ΚΑΣΣΕΜ (881, 466, 1149, 493)
divider (596, 608, 865, 610)
article-body: ΑΘΗΝΑΙ, 20. — Την 11.45 π.μ. χθές, επί της λεωφόρου Βασ. Όλγας, ετραυματίσθη ελαφρώς ο τέως υπουργός κ. Κωνσταντόπουλος, όταν το αυτοκίνητον εις το οποίον επέβαινε συνεκρούσθη μετ' άλλου. Ο τραυματίας μετεφέρθη εις κλινικήν. (596, 86, 865, 127)
article-turkey-martial (880, 149, 1150, 199)
divider (392, 971, 581, 972)
article-body: ΚΟΛΩΝΙΑ, 20. (Ασοσ. Πρές). — Εις το δικαστήριον κατεθέθη ότι υπήρχε και τρίτος δήμιος εις το στρατόπεδον. (1164, 276, 1561, 297)
article-flu (7, 437, 377, 504)
article-students (596, 701, 865, 762)
divider (7, 129, 377, 131)
article-military (392, 422, 581, 506)
article-body: ΑΘΗΝΑΙ, 20. — Την υπογραφήν έλαβον σήμερον αι συμβάσεις δια την κατασκευήν νέων σχολικών κτιρίων. — Εις το Υπουργείον Γεωργίας εξητάσθη το θέμα της διαθέσεως των γεωργικών προϊόντων. — Ανεκοινώθη η προκήρυξις εξετάσεων δια την πλήρωσιν θέσεων. (7, 862, 377, 894)
headline: ΜΕ ΛΕΠΤΟΤΑΤΗΝ ΧΕΙΡΟΥΡΓΙΚΗΝ ΕΠΕΜΒΑΣΙΝ ΘΕΡΑΠΕΥΕΤΑΙ ΕΙΣ ΡΩΣΣΙΑΝ Η ΩΤΟΣΚΛΗΡΩΣΙΣ ΧΙΛΙΑΔΕΣ ΑΤΟΜΑ ΕΠΑΝΕΥΡΟΝ ΤΗΝ ΑΚΟΗΝ (1191, 6, 1535, 55)
divider (880, 328, 1150, 329)
divider (7, 511, 377, 513)
article-body: Θα επεκταθή ο φωτισμός εις τας συνοικίας και θα αντικατασταθούν οι παλαιοί λαμπτήρες εις τας κεντρικάς οδούς της πόλεως. (596, 887, 865, 909)
headline: ΕΤΡΑΥΜΑΤΙΣΘΗ Ο ΤΕΩΣ ΥΠΟΥΡΓΟΣ ΚΩΝΣΤΑΝΤΟΠΟΥΛΟΣ ΕΞ ΑΥΤΟΚΙΝΗΤΙΚΟΥ ΔΥΣΤΥΧΗΜΑΤΟΣ ΕΙΣ ΤΑΣ ΑΘΗΝΑΣ (596, 6, 865, 54)
article-body: ΛΑΟΥΝΑΡ ΜΗΛΣ, 20. (Ρώυτερ). — Κατά τας προσεχείς φορτώσεις σίτου προς την Σοβιετικήν Ρωσσίαν θα ναυλωθούν κατά 50% πλοία των Ηνωμένων Πολιτειών, όπως ανεκοινώθη επισήμως. (1164, 620, 1561, 641)
headline: ΤΟ ΒΡΑΒΕΙΟΝ ΜΠΑΛΖΑΝ ΘΑ ΑΠΟΝΕΜΗΘΗ ΕΙΣ ΤΑ Η. ΕΘΝΗ ΠΡΟΣ ΤΙΜΗΝ ΤΟΥ ΑΕΙΜΝΗΣΤΟΥ ΠΡΟΕΔΡΟΥ ΚΕΝΝΕΝΤΥ (603, 388, 858, 429)
divider (392, 1054, 581, 1055)
price-value: 253.00—256.00 (512, 793, 581, 804)
